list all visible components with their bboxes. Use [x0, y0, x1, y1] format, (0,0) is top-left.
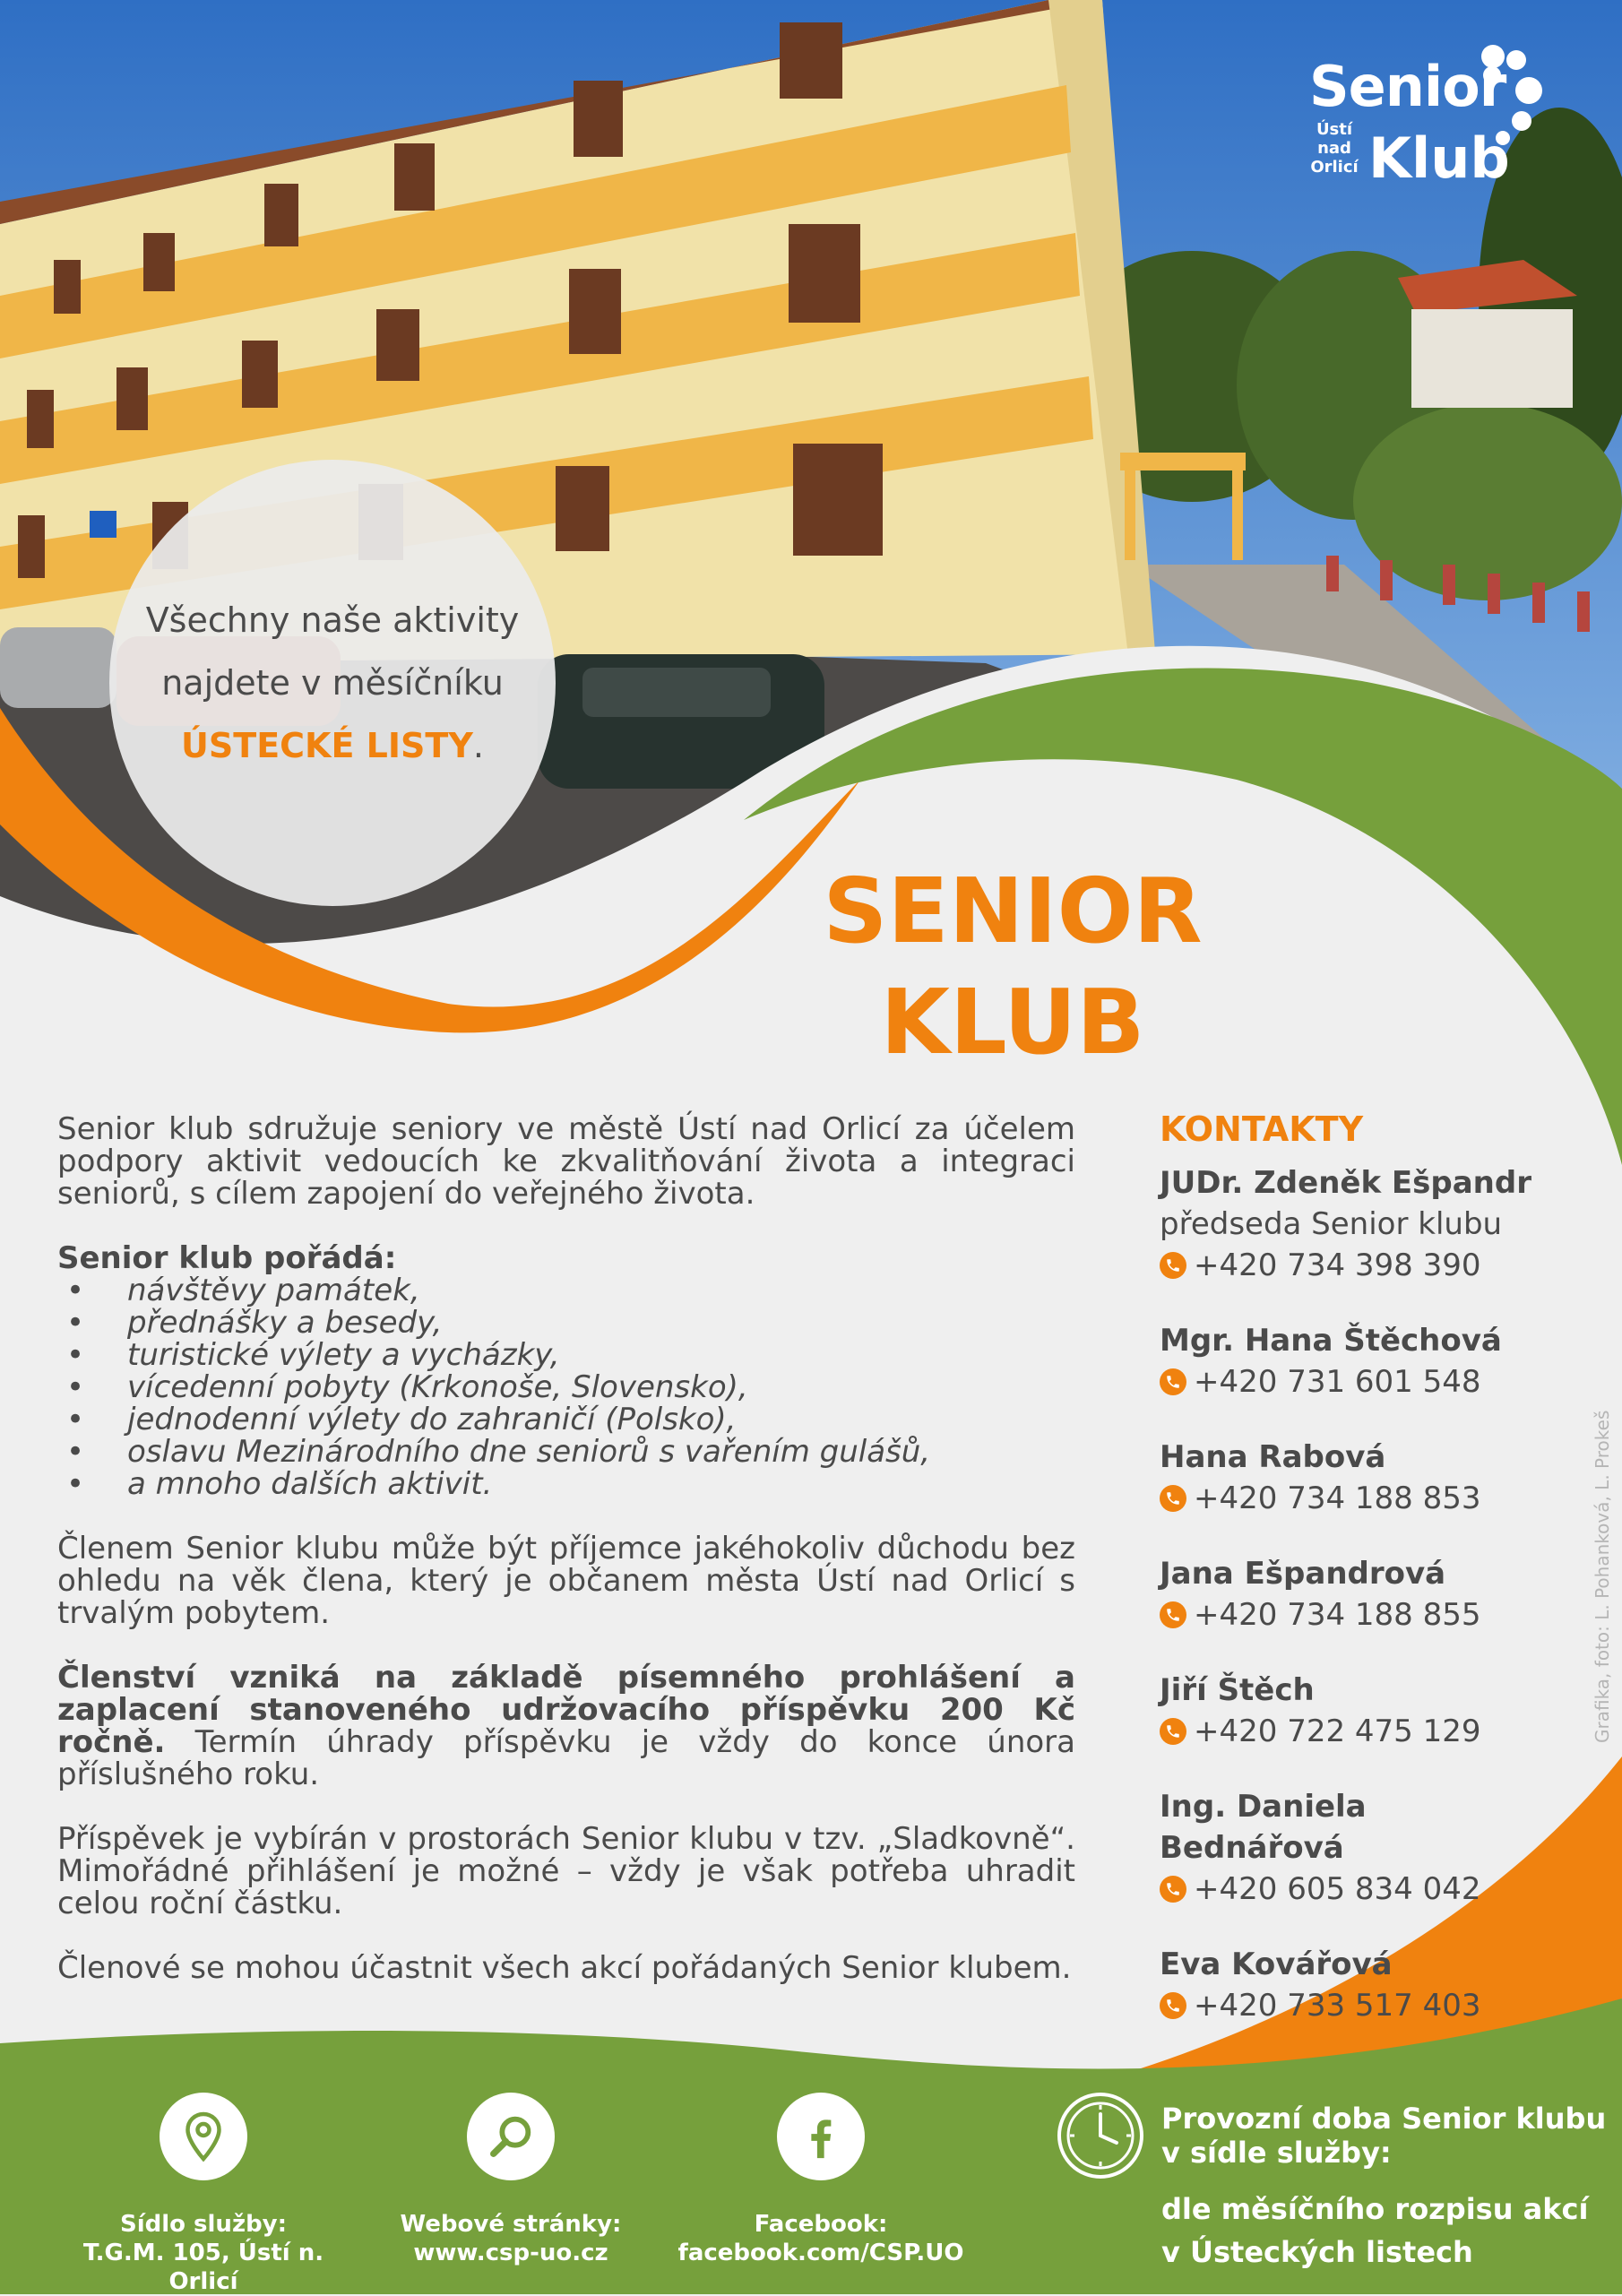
- phone-icon: [1160, 1992, 1186, 2019]
- logo-senior-text: Senior: [1309, 54, 1506, 119]
- contact-name: Hana Rabová: [1160, 1439, 1386, 1475]
- contact-name: JUDr. Zdeněk Ešpandr: [1160, 1165, 1531, 1201]
- contact-item: [1160, 1437, 1554, 1519]
- facebook-icon[interactable]: [777, 2093, 865, 2180]
- contact-name: Ing. Daniela Bednářová: [1160, 1789, 1367, 1866]
- opening-hours: [1161, 2102, 1609, 2274]
- list-item: • jednodenní výlety do zahraničí (Polsko),: [57, 1403, 1075, 1436]
- senior-klub-logo: [1304, 43, 1546, 195]
- fee-paragraph: Členství vzniká na základě písemného prohlášení a zaplacení stanoveného udržovacího příspěvku 200 Kč ročně. Termín úhrady příspěvku je vždy do konce února příslušného roku.: [57, 1660, 1075, 1792]
- opening-hours-value: dle měsíčního rozpisu akcí v Ústeckých listech: [1161, 2192, 1589, 2269]
- location-pin-icon: [160, 2093, 247, 2180]
- contact-item: [1160, 1320, 1554, 1403]
- list-item: • návštěvy památek,: [57, 1274, 1075, 1307]
- activities-list: [57, 1274, 1075, 1500]
- list-item: • vícedenní pobyty (Krkonoše, Slovensko),: [57, 1371, 1075, 1403]
- web-link: www.csp-uo.cz: [413, 2240, 608, 2266]
- phone-icon: [1160, 1718, 1186, 1745]
- facebook-info[interactable]: Facebook: facebook.com/CSP.UO: [669, 2210, 973, 2267]
- intro-paragraph: Senior klub sdružuje seniory ve městě Ústí nad Orlicí za účelem podpory aktivit vedoucích ke zkvalitňování života a integraci seniorů, s cílem zapojení do veřejného života.: [57, 1111, 1075, 1212]
- collection-paragraph: Příspěvek je vybírán v prostorách Senior klubu v tzv. „Sladkovně“. Mimořádné přihlášení je možné – vždy je však potřeba uhradit celou roční částku.: [57, 1821, 1075, 1921]
- logo-location: Ústí nad Orlicí: [1310, 120, 1359, 177]
- logo-klub-text: Klub: [1368, 125, 1510, 191]
- phone-icon: [1160, 1876, 1186, 1903]
- clock-icon: [1056, 2091, 1145, 2180]
- contact-phone[interactable]: +420 734 188 855: [1160, 1594, 1554, 1636]
- phone-icon: [1160, 1601, 1186, 1628]
- list-item: • turistické výlety a vycházky,: [57, 1339, 1075, 1371]
- membership-paragraph: Členem Senior klubu může být příjemce jakéhokoliv důchodu bez ohledu na věk člena, který je občanem města Ústí nad Orlicí s trvalým pobytem.: [57, 1531, 1075, 1631]
- info-bubble: [109, 460, 556, 906]
- search-icon[interactable]: [467, 2093, 555, 2180]
- opening-hours-title: Provozní doba Senior klubu v sídle služby:: [1161, 2102, 1607, 2170]
- contacts-heading: KONTAKTY: [1160, 1109, 1364, 1149]
- contact-item: [1160, 1944, 1554, 2026]
- members-note: Členové se mohou účastnit všech akcí pořádaných Senior klubem.: [57, 1950, 1072, 1986]
- address-info: Sídlo služby: T.G.M. 105, Ústí n. Orlicí: [82, 2211, 324, 2295]
- activities-heading: Senior klub pořádá:: [57, 1240, 397, 1276]
- phone-icon: [1160, 1485, 1186, 1512]
- facebook-link: facebook.com/CSP.UO: [677, 2240, 964, 2266]
- photo-credit: Grafika, foto: L. Pohanková, L. Prokeš: [1592, 1410, 1613, 1743]
- contact-name: Eva Kovářová: [1160, 1946, 1393, 1982]
- contact-item: [1160, 1786, 1554, 1910]
- web-info[interactable]: Webové stránky: www.csp-uo.cz: [358, 2210, 663, 2267]
- contact-phone[interactable]: +420 731 601 548: [1160, 1361, 1554, 1403]
- contact-phone[interactable]: +420 733 517 403: [1160, 1985, 1554, 2026]
- contact-item: [1160, 1553, 1554, 1636]
- contact-item: [1160, 1162, 1554, 1286]
- contacts-section: [1160, 1107, 1554, 2060]
- list-item: • a mnoho dalších aktivit.: [57, 1468, 1075, 1500]
- main-text: [57, 1113, 1075, 2016]
- contact-name: Jiří Štěch: [1160, 1672, 1315, 1708]
- contact-item: [1160, 1670, 1554, 1752]
- page-title: SENIOR KLUB: [823, 859, 1203, 1075]
- contact-phone[interactable]: +420 734 398 390: [1160, 1245, 1554, 1286]
- ustecke-listy-highlight: ÚSTECKÉ LISTY: [181, 726, 473, 765]
- contact-phone[interactable]: +420 722 475 129: [1160, 1711, 1554, 1752]
- contact-role: předseda Senior klubu: [1160, 1206, 1503, 1242]
- contact-name: Jana Ešpandrová: [1160, 1556, 1446, 1592]
- info-bubble-text: Všechny naše aktivity najdete v měsíčníku ÚSTECKÉ LISTY.: [145, 600, 520, 765]
- phone-icon: [1160, 1368, 1186, 1395]
- contact-phone[interactable]: +420 605 834 042: [1160, 1869, 1554, 1910]
- list-item: • přednášky a besedy,: [57, 1307, 1075, 1339]
- phone-icon: [1160, 1252, 1186, 1279]
- contact-phone[interactable]: +420 734 188 853: [1160, 1478, 1554, 1519]
- list-item: • oslavu Mezinárodního dne seniorů s vařením gulášů,: [57, 1436, 1075, 1468]
- contact-name: Mgr. Hana Štěchová: [1160, 1323, 1502, 1359]
